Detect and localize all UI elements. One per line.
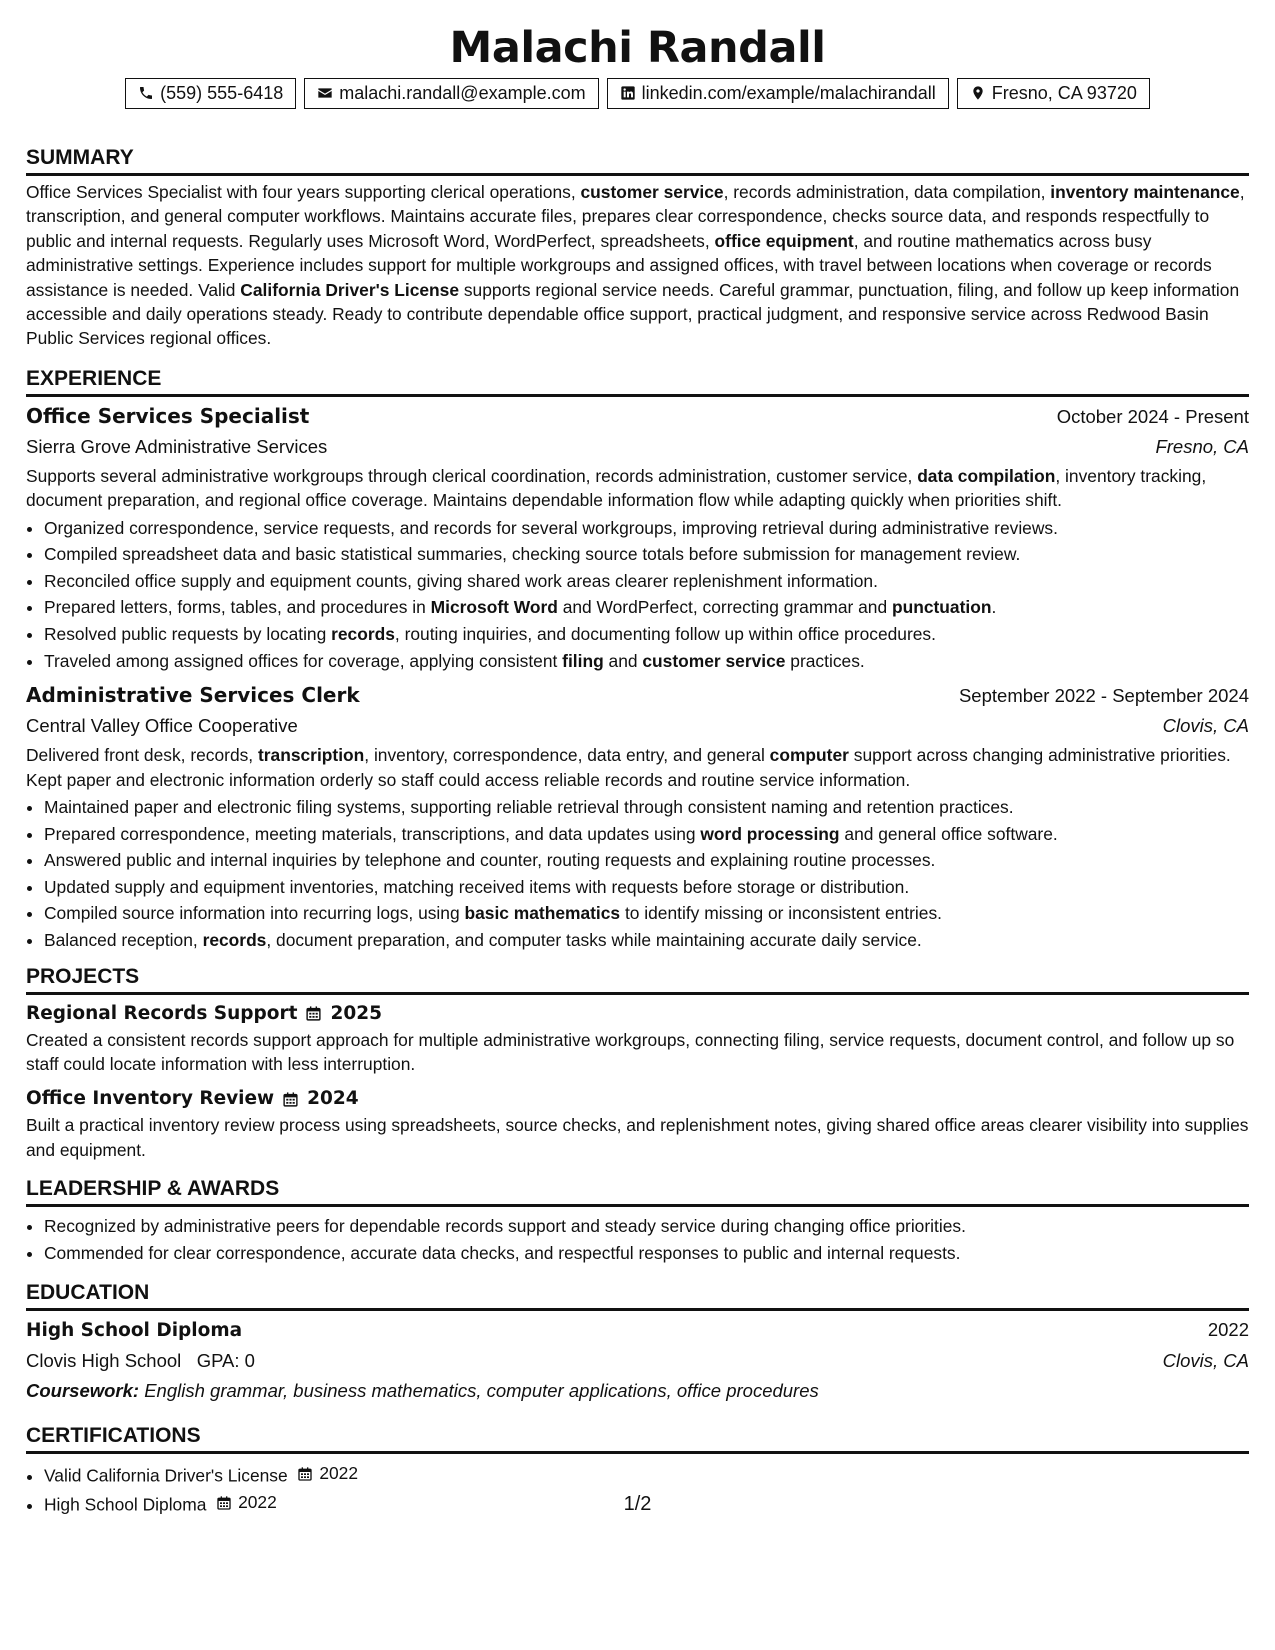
linkedin-icon bbox=[620, 85, 636, 101]
degree-title: High School Diploma bbox=[26, 1320, 243, 1342]
project-title: Regional Records Support bbox=[26, 1002, 298, 1024]
list-item: • Compiled spreadsheet data and basic statistical summaries, checking source totals before submission for management review. bbox=[44, 541, 1249, 568]
job-dates: September 2022 - September 2024 bbox=[958, 685, 1249, 707]
job-description: Supports several administrative workgroups through clerical coordination, records administration, customer service, data compilation, inventory tracking, document preparation, and regional office coverage. Maintains dependable information flow while adapting quickly when priorities shift. bbox=[26, 465, 1207, 511]
map-pin-icon bbox=[970, 85, 986, 101]
job-bullets bbox=[26, 794, 1249, 954]
linkedin-text: linkedin.com/example/malachirandall bbox=[641, 83, 936, 103]
experience-section bbox=[26, 366, 1249, 954]
school-name: Clovis High School bbox=[26, 1350, 182, 1372]
job-entry bbox=[26, 401, 1249, 674]
contact-linkedin[interactable] bbox=[607, 78, 949, 109]
calendar-icon bbox=[305, 1005, 322, 1022]
list-item: • Resolved public requests by locating records, routing inquiries, and documenting follow up within office procedures. bbox=[44, 621, 1249, 648]
job-entry bbox=[26, 680, 1249, 953]
summary-section bbox=[26, 145, 1249, 351]
list-item: • Maintained paper and electronic filing systems, supporting reliable retrieval through consistent naming and retention practices. bbox=[44, 794, 1249, 821]
projects-section bbox=[26, 964, 1249, 1163]
section-title-education: EDUCATION bbox=[26, 1280, 1249, 1311]
project-entry bbox=[26, 1085, 1249, 1162]
list-item: • Recognized by administrative peers for dependable records support and steady service during changing office priorities. bbox=[44, 1213, 1249, 1240]
coursework-text: English grammar, business mathematics, computer applications, office procedures bbox=[139, 1380, 819, 1402]
degree-year: 2022 bbox=[1207, 1319, 1249, 1341]
summary-text: Office Services Specialist with four years supporting clerical operations, customer service, records administration, data compilation, inventory maintenance, transcription, and general computer workflows. Maintains accurate files, prepares clear correspondence, checks source data, and responds respectfully to public and internal requests. Regularly uses Microsoft Word, WordPerfect, spreadsheets, office equipment, and routine mathematics across busy administrative settings. Experience includes support for multiple workgroups and assigned offices, with travel between locations when coverage or records assistance is needed. Valid California Driver's License supports regional service needs. Careful grammar, punctuation, filing, and follow up keep information accessible and daily operations steady. Ready to contribute dependable office support, practical judgment, and responsive service across Redwood Basin Public Services regional offices. bbox=[26, 182, 1245, 349]
section-title-projects: PROJECTS bbox=[26, 964, 1249, 995]
job-title: Office Services Specialist bbox=[26, 403, 310, 428]
envelope-icon bbox=[317, 85, 333, 101]
list-item: • Answered public and internal inquiries by telephone and counter, routing requests and explaining routine processes. bbox=[44, 847, 1249, 874]
calendar-icon bbox=[297, 1466, 313, 1482]
project-entry bbox=[26, 1000, 1249, 1077]
phone-text: (559) 555-6418 bbox=[160, 83, 284, 103]
project-description: Built a practical inventory review process using spreadsheets, source checks, and replenishment notes, giving shared office areas clearer visibility into supplies and equipment. bbox=[26, 1115, 1249, 1160]
job-company: Central Valley Office Cooperative bbox=[26, 715, 298, 737]
list-item: • Organized correspondence, service requests, and records for several workgroups, improving retrieval during administrative reviews. bbox=[44, 515, 1249, 542]
list-item: • Prepared letters, forms, tables, and procedures in Microsoft Word and WordPerfect, correcting grammar and punctuation. bbox=[44, 594, 1249, 621]
cert-name: High School Diploma bbox=[44, 1494, 207, 1515]
list-item: • Traveled among assigned offices for coverage, applying consistent filing and customer service practices. bbox=[44, 648, 1249, 675]
cert-name: Valid California Driver's License bbox=[44, 1465, 288, 1486]
contact-phone[interactable] bbox=[125, 78, 296, 109]
calendar-icon bbox=[282, 1091, 299, 1108]
project-year: 2024 bbox=[307, 1088, 359, 1110]
job-location: Clovis, CA bbox=[1162, 715, 1249, 737]
list-item: • Reconciled office supply and equipment counts, giving shared work areas clearer replenishment information. bbox=[44, 568, 1249, 595]
list-item: • Updated supply and equipment inventories, matching received items with requests before storage or distribution. bbox=[44, 874, 1249, 901]
list-item: • Prepared correspondence, meeting materials, transcriptions, and data updates using word processing and general office software. bbox=[44, 821, 1249, 848]
cert-year: 2022 bbox=[238, 1492, 277, 1513]
school-line bbox=[26, 1346, 255, 1376]
job-bullets bbox=[26, 515, 1249, 675]
job-company: Sierra Grove Administrative Services bbox=[26, 435, 328, 457]
coursework-label: Coursework: bbox=[26, 1380, 140, 1402]
project-title: Office Inventory Review bbox=[26, 1088, 275, 1110]
leadership-section bbox=[26, 1176, 1249, 1266]
education-section bbox=[26, 1280, 1249, 1406]
leadership-list bbox=[26, 1213, 1249, 1266]
coursework bbox=[26, 1376, 1249, 1406]
section-title-leadership: LEADERSHIP & AWARDS bbox=[26, 1176, 1249, 1207]
gpa: GPA: 0 bbox=[196, 1350, 255, 1372]
contact-email[interactable] bbox=[304, 78, 598, 109]
job-description: Delivered front desk, records, transcription, inventory, correspondence, data entry, and general computer support across changing administrative priorities. Kept paper and electronic information orderly so staff could access reliable records and routine service information. bbox=[26, 745, 1231, 790]
job-title: Administrative Services Clerk bbox=[26, 683, 360, 708]
list-item bbox=[44, 1460, 1249, 1489]
job-dates: October 2024 - Present bbox=[1056, 405, 1249, 427]
candidate-name: Malachi Randall bbox=[449, 23, 826, 73]
email-text: malachi.randall@example.com bbox=[339, 83, 586, 103]
list-item: • Compiled source information into recurring logs, using basic mathematics to identify missing or inconsistent entries. bbox=[44, 900, 1249, 927]
list-item: • Commended for clear correspondence, accurate data checks, and respectful responses to public and internal requests. bbox=[44, 1240, 1249, 1267]
section-title-experience: EXPERIENCE bbox=[26, 366, 1249, 397]
section-title-summary: SUMMARY bbox=[26, 145, 1249, 176]
page-number: 1/2 bbox=[623, 1493, 652, 1515]
project-description: Created a consistent records support approach for multiple administrative workgroups, connecting filing, service requests, document control, and follow up so staff could locate information with less interruption. bbox=[26, 1029, 1235, 1074]
school-location: Clovis, CA bbox=[1162, 1350, 1249, 1372]
project-year: 2025 bbox=[330, 1002, 382, 1024]
resume-page bbox=[26, 22, 1249, 1518]
list-item: • Balanced reception, records, document preparation, and computer tasks while maintaining accurate daily service. bbox=[44, 927, 1249, 954]
job-location: Fresno, CA bbox=[1155, 435, 1249, 457]
cert-year: 2022 bbox=[319, 1463, 359, 1484]
phone-icon bbox=[138, 85, 154, 101]
contact-location[interactable] bbox=[957, 78, 1150, 109]
location-text: Fresno, CA 93720 bbox=[991, 83, 1137, 103]
contact-bar bbox=[26, 78, 1249, 109]
section-title-certifications: CERTIFICATIONS bbox=[26, 1423, 1249, 1454]
